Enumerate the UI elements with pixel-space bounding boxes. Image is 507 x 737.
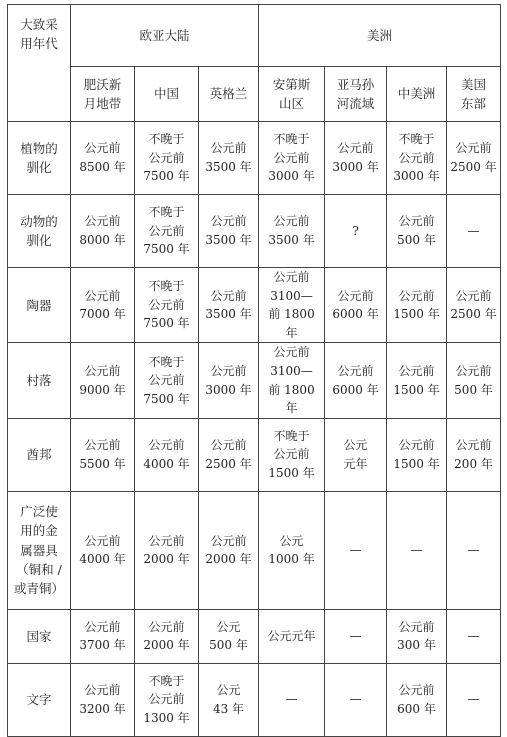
table-cell: 公元前 600 年 [387,663,447,736]
header-group-americas: 美洲 [259,5,501,67]
table-cell: 公元前 2500 年 [447,122,501,195]
table-cell: 公元前 8500 年 [71,122,135,195]
table-cell: — [325,491,387,609]
table-cell: 公元前 3200 年 [71,663,135,736]
table-cell: 公元前 9000 年 [71,343,135,418]
table-row [8,268,501,343]
row-label: 陶器 [8,268,71,343]
table-cell: 公元前 3500 年 [259,195,325,268]
column-header: 中国 [135,67,199,122]
table-row [8,195,501,268]
table-cell: — [325,609,387,663]
table-cell: 公元前 1500 年 [387,268,447,343]
table-cell: 公元前 2000 年 [135,491,199,609]
table-cell: 公元前 3000 年 [325,122,387,195]
table-row [8,343,501,418]
row-label: 国家 [8,609,71,663]
table-cell: 公元 1000 年 [259,491,325,609]
table-cell: 公元前 3500 年 [199,195,259,268]
table-cell: 不晚于 公元前 3000 年 [259,122,325,195]
table-cell: — [259,663,325,736]
table-cell: 公元前 4000 年 [135,418,199,491]
table-cell: 不晚于 公元前 3000 年 [387,122,447,195]
table-cell: 公元前 5500 年 [71,418,135,491]
table-cell: 公元前 8000 年 [71,195,135,268]
table-cell: — [387,491,447,609]
table-cell: 公元元年 [259,609,325,663]
table-row [8,663,501,736]
table-cell: 公元 43 年 [199,663,259,736]
table-row [8,122,501,195]
header-group-eurasia: 欧亚大陆 [71,5,259,67]
row-label: 广泛使 用的金 属器具 （铜和 / 或青铜） [8,491,71,609]
table-cell: 公元前 3000 年 [199,343,259,418]
table-cell: 公元 500 年 [199,609,259,663]
table-cell: — [325,663,387,736]
header-corner: 大致采 用年代 [8,5,71,122]
table-cell: 公元前 3500 年 [199,122,259,195]
row-label: 植物的 驯化 [8,122,71,195]
table-cell: 不晚于 公元前 7500 年 [135,343,199,418]
row-label: 动物的 驯化 [8,195,71,268]
header-row-columns [8,67,501,122]
column-header: 英格兰 [199,67,259,122]
adoption-dates-table [7,4,501,737]
table-cell: — [447,195,501,268]
table-row [8,491,501,609]
table-cell: 公元前 2000 年 [135,609,199,663]
row-label: 文字 [8,663,71,736]
table-cell: 公元前 3100— 前 1800 年 [259,268,325,343]
table-cell: 公元前 4000 年 [71,491,135,609]
table-cell: — [447,663,501,736]
table-cell: — [447,491,501,609]
table-cell: 不晚于 公元前 1300 年 [135,663,199,736]
column-header: 亚马孙 河流域 [325,67,387,122]
table-cell: 不晚于 公元前 7500 年 [135,268,199,343]
row-label: 村落 [8,343,71,418]
table-cell: 公元 元年 [325,418,387,491]
table-cell: ? [325,195,387,268]
table-cell: 公元前 3500 年 [199,268,259,343]
row-label: 酋邦 [8,418,71,491]
table-cell: 公元前 1500 年 [387,418,447,491]
table-cell: 公元前 7000 年 [71,268,135,343]
table-cell: 公元前 2500 年 [199,418,259,491]
table-cell: 公元前 3700 年 [71,609,135,663]
table-cell: 公元前 200 年 [447,418,501,491]
column-header: 肥沃新 月地带 [71,67,135,122]
column-header: 中美洲 [387,67,447,122]
table-cell: 公元前 3100— 前 1800 年 [259,343,325,418]
table-cell: 公元前 2500 年 [447,268,501,343]
table-cell: 公元前 2000 年 [199,491,259,609]
table-cell: 公元前 500 年 [387,195,447,268]
header-row-groups [8,5,501,67]
table-row [8,609,501,663]
table-cell: 不晚于 公元前 7500 年 [135,195,199,268]
table-cell: 不晚于 公元前 1500 年 [259,418,325,491]
table-cell: 公元前 1500 年 [387,343,447,418]
table-cell: 公元前 500 年 [447,343,501,418]
column-header: 美国 东部 [447,67,501,122]
adoption-dates-table-container [7,4,500,732]
table-cell: 不晚于 公元前 7500 年 [135,122,199,195]
table-row [8,418,501,491]
table-cell: — [447,609,501,663]
table-cell: 公元前 300 年 [387,609,447,663]
column-header: 安第斯 山区 [259,67,325,122]
table-cell: 公元前 6000 年 [325,268,387,343]
table-cell: 公元前 6000 年 [325,343,387,418]
